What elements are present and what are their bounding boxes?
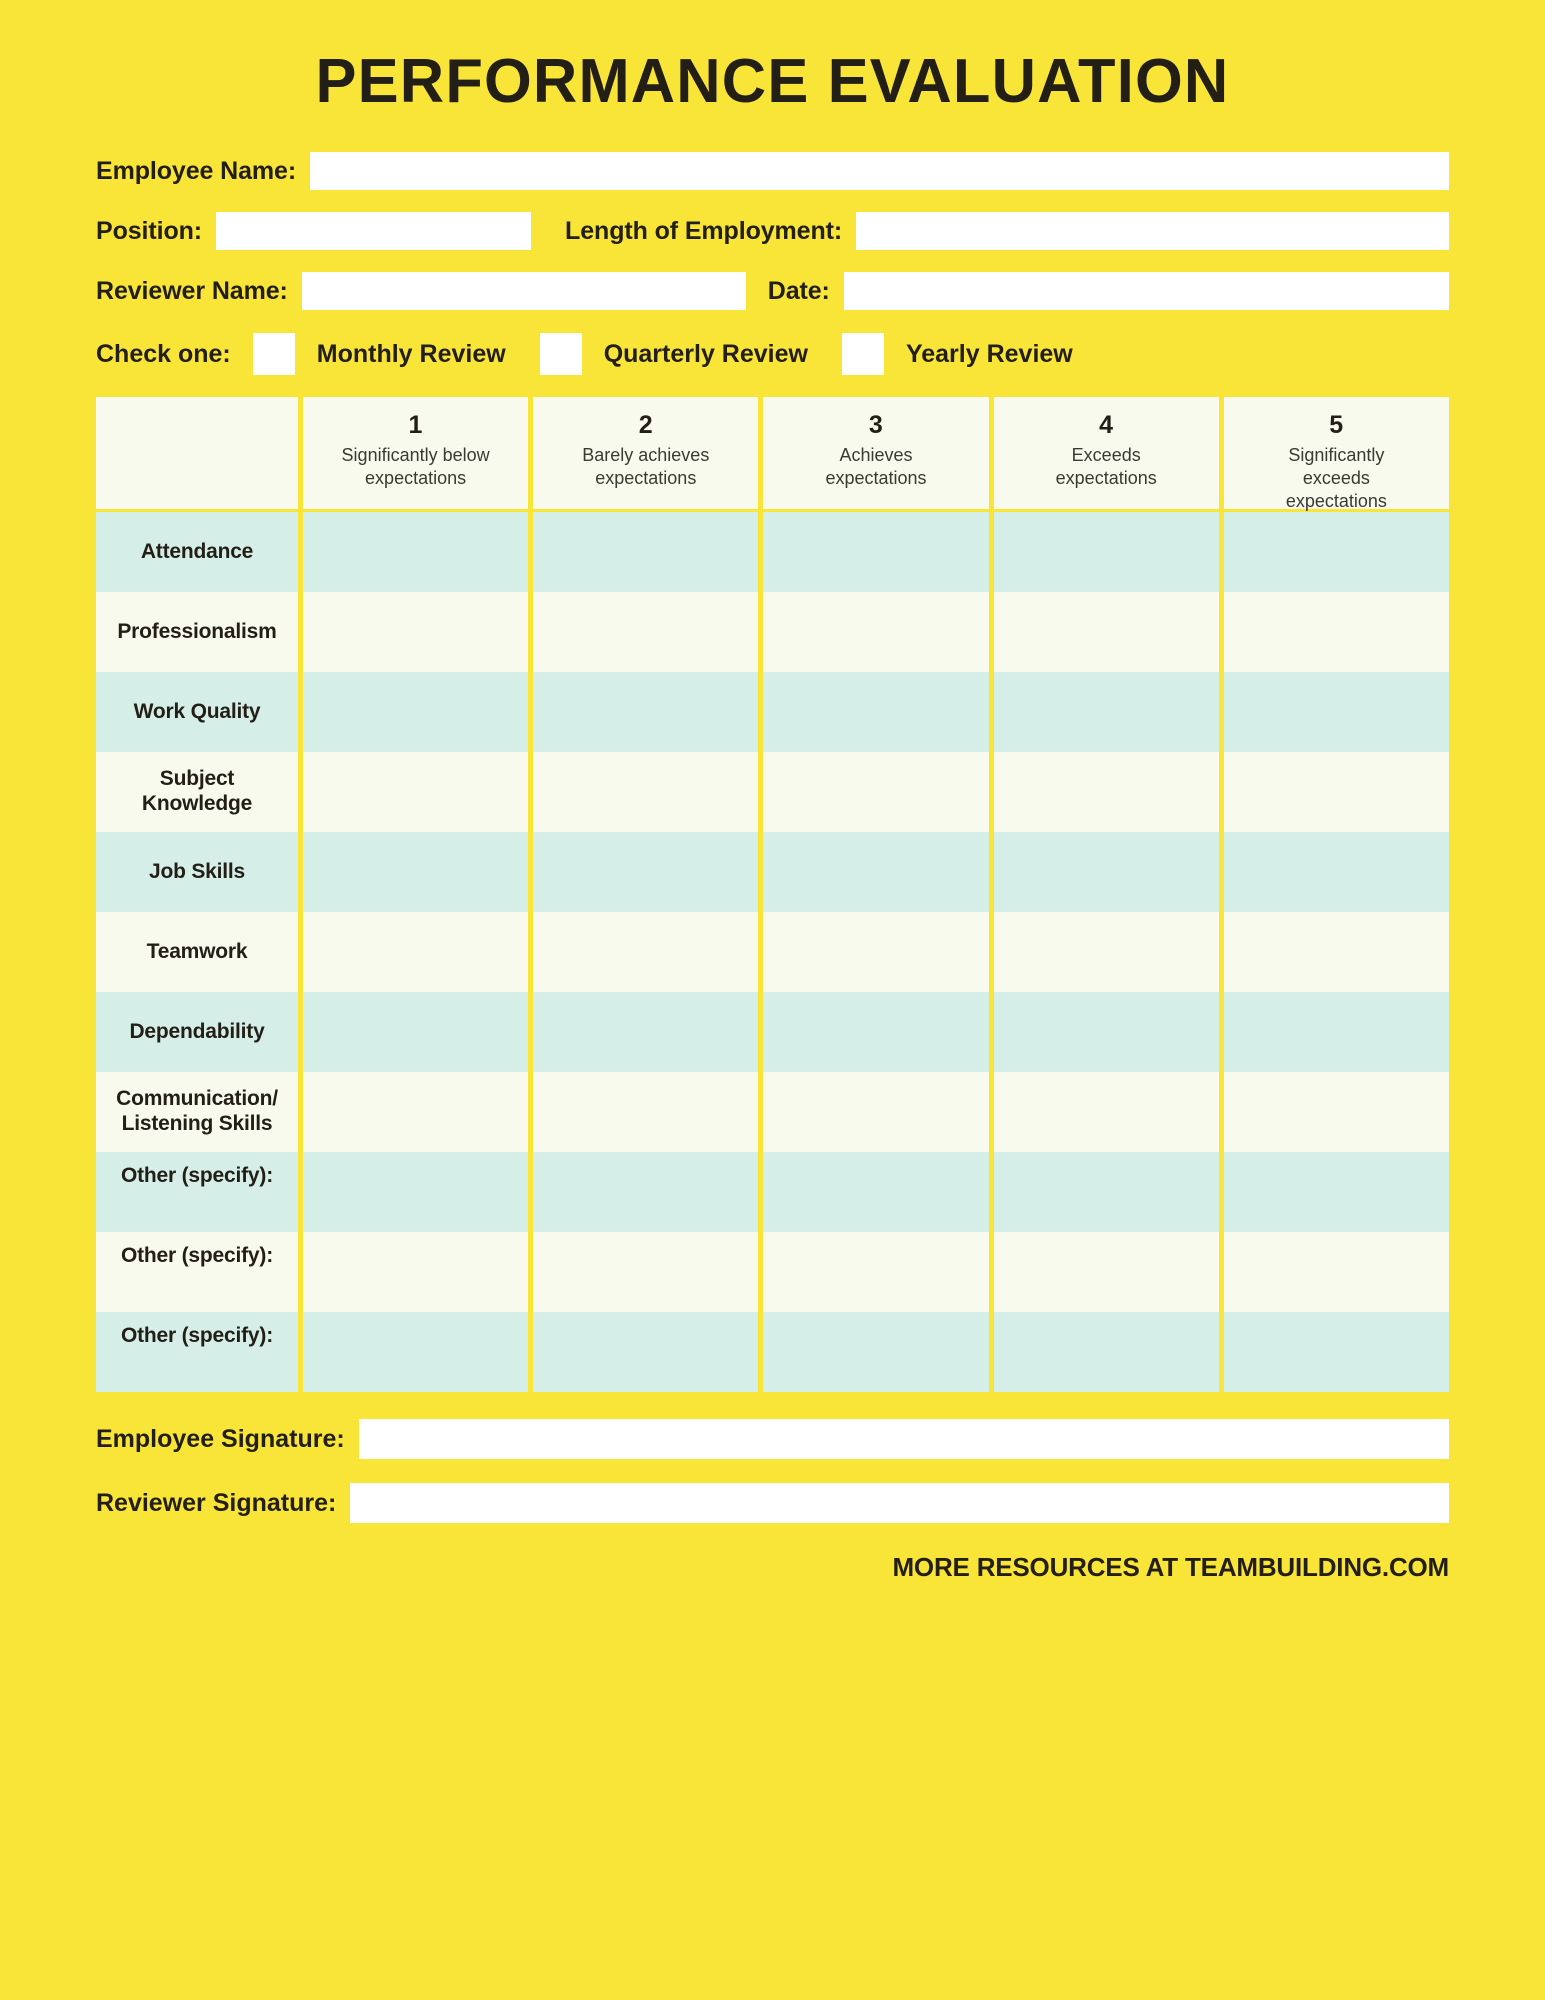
- rating-cell[interactable]: [1224, 832, 1449, 912]
- criteria-label: Dependability: [129, 1019, 265, 1043]
- rating-cell[interactable]: [303, 832, 528, 912]
- table-row: [96, 1072, 1449, 1152]
- rating-cell[interactable]: [303, 672, 528, 752]
- rating-cell[interactable]: [1224, 1152, 1449, 1232]
- criteria-label: Subject Knowledge: [141, 767, 253, 815]
- rating-header-1: [303, 397, 528, 509]
- rating-table: [96, 397, 1449, 1392]
- rating-cell[interactable]: [1224, 1072, 1449, 1152]
- rating-cell[interactable]: [994, 1312, 1219, 1392]
- criteria-label-cell: [96, 832, 298, 912]
- table-header-row: [96, 397, 1449, 509]
- rating-cell[interactable]: [994, 832, 1219, 912]
- employee-signature-row: [96, 1418, 1449, 1460]
- criteria-label: Other (specify):: [121, 1324, 273, 1347]
- rating-cell[interactable]: [533, 752, 758, 832]
- table-row: [96, 592, 1449, 672]
- date-label: Date:: [767, 276, 830, 305]
- rating-cell[interactable]: [533, 512, 758, 592]
- criteria-label: Communication/ Listening Skills: [116, 1087, 278, 1135]
- criteria-label-cell: [96, 592, 298, 672]
- position-input[interactable]: [216, 212, 531, 250]
- checkbox-monthly-review[interactable]: [253, 333, 295, 375]
- criteria-label-cell: [96, 992, 298, 1072]
- table-row: [96, 752, 1449, 832]
- length-of-employment-input[interactable]: [856, 212, 1449, 250]
- table-row: [96, 992, 1449, 1072]
- criteria-label-cell: [96, 752, 298, 832]
- table-row: [96, 912, 1449, 992]
- reviewer-date-row: [96, 271, 1449, 311]
- rating-cell[interactable]: [533, 1072, 758, 1152]
- rating-cell[interactable]: [763, 752, 988, 832]
- criteria-label: Professionalism: [117, 619, 277, 643]
- rating-cell[interactable]: [1224, 592, 1449, 672]
- reviewer-signature-input[interactable]: [350, 1483, 1449, 1523]
- rating-cell[interactable]: [303, 992, 528, 1072]
- signatures-section: [0, 1392, 1545, 1524]
- rating-cell[interactable]: [1224, 1312, 1449, 1392]
- criteria-label: Other (specify):: [121, 1244, 273, 1267]
- criteria-label: Attendance: [140, 539, 254, 563]
- reviewer-signature-row: [96, 1482, 1449, 1524]
- rating-cell[interactable]: [763, 1152, 988, 1232]
- rating-cell[interactable]: [994, 912, 1219, 992]
- table-row: [96, 1312, 1449, 1392]
- rating-cell[interactable]: [303, 1232, 528, 1312]
- rating-cell[interactable]: [303, 1072, 528, 1152]
- rating-cell[interactable]: [303, 592, 528, 672]
- criteria-label: Work Quality: [133, 699, 261, 723]
- employee-name-row: [96, 151, 1449, 191]
- criteria-label-cell: [96, 1312, 298, 1392]
- rating-cell[interactable]: [303, 752, 528, 832]
- rating-cell[interactable]: [1224, 912, 1449, 992]
- table-row: [96, 832, 1449, 912]
- footer-credit: MORE RESOURCES AT TEAMBUILDING.COM: [892, 1552, 1449, 1582]
- rating-description-3: Achieves expectations: [825, 444, 927, 488]
- criteria-label: Other (specify):: [121, 1164, 273, 1187]
- employee-name-input[interactable]: [310, 152, 1449, 190]
- date-input[interactable]: [844, 272, 1449, 310]
- rating-cell[interactable]: [763, 592, 988, 672]
- rating-header-4: [994, 397, 1219, 509]
- table-row: [96, 672, 1449, 752]
- check-one-label: Check one:: [96, 339, 231, 368]
- label-monthly-review: Monthly Review: [316, 339, 506, 368]
- rating-cell[interactable]: [1224, 992, 1449, 1072]
- rating-header-2: [533, 397, 758, 509]
- rating-cell[interactable]: [1224, 1232, 1449, 1312]
- rating-description-2: Barely achieves expectations: [582, 444, 710, 488]
- criteria-label: Job Skills: [148, 859, 246, 883]
- rating-header-5: [1224, 397, 1449, 509]
- criteria-label-cell: [96, 1152, 298, 1232]
- rating-cell[interactable]: [994, 672, 1219, 752]
- reviewer-name-input[interactable]: [302, 272, 746, 310]
- reviewer-name-label: Reviewer Name:: [96, 276, 288, 305]
- employee-name-label: Employee Name:: [96, 156, 297, 185]
- table-row: [96, 1232, 1449, 1312]
- rating-cell[interactable]: [533, 992, 758, 1072]
- criteria-label-cell: [96, 672, 298, 752]
- rating-cell[interactable]: [994, 1152, 1219, 1232]
- table-row: [96, 1152, 1449, 1232]
- rating-number-1: 1: [408, 411, 423, 439]
- rating-number-3: 3: [868, 411, 884, 439]
- rating-cell[interactable]: [1224, 512, 1449, 592]
- rating-cell[interactable]: [994, 1232, 1219, 1312]
- form-fields: [0, 117, 1545, 375]
- rating-cell[interactable]: [763, 672, 988, 752]
- label-yearly-review: Yearly Review: [905, 339, 1073, 368]
- rating-description-4: Exceeds expectations: [1055, 444, 1157, 488]
- rating-cell[interactable]: [763, 992, 988, 1072]
- rating-cell[interactable]: [303, 1312, 528, 1392]
- rating-cell[interactable]: [994, 752, 1219, 832]
- rating-cell[interactable]: [533, 672, 758, 752]
- rating-cell[interactable]: [1224, 672, 1449, 752]
- criteria-label-cell: [96, 512, 298, 592]
- rating-cell[interactable]: [763, 832, 988, 912]
- rating-description-1: Significantly below expectations: [341, 444, 490, 488]
- rating-cell[interactable]: [533, 1232, 758, 1312]
- rating-cell[interactable]: [303, 912, 528, 992]
- rating-cell[interactable]: [994, 992, 1219, 1072]
- criteria-label-cell: [96, 1072, 298, 1152]
- rating-cell[interactable]: [533, 832, 758, 912]
- employee-signature-label: Employee Signature:: [96, 1424, 345, 1453]
- rating-number-2: 2: [638, 411, 653, 439]
- rating-description-5: Significantly exceeds expectations: [1285, 444, 1387, 511]
- reviewer-signature-label: Reviewer Signature:: [96, 1488, 337, 1517]
- rating-cell[interactable]: [533, 1312, 758, 1392]
- position-label: Position:: [96, 216, 203, 245]
- rating-cell[interactable]: [533, 592, 758, 672]
- rating-header-3: [763, 397, 988, 509]
- checkbox-yearly-review[interactable]: [842, 333, 884, 375]
- rating-cell[interactable]: [763, 1312, 988, 1392]
- criteria-label-cell: [96, 1232, 298, 1312]
- rating-cell[interactable]: [533, 1152, 758, 1232]
- check-one-row: [96, 333, 1449, 375]
- rating-cell[interactable]: [763, 1072, 988, 1152]
- rating-cell[interactable]: [303, 1152, 528, 1232]
- rating-cell[interactable]: [1224, 752, 1449, 832]
- table-row: [96, 512, 1449, 592]
- rating-number-5: 5: [1329, 411, 1344, 439]
- rating-cell[interactable]: [303, 512, 528, 592]
- table-body: [96, 512, 1449, 1392]
- rating-cell[interactable]: [763, 1232, 988, 1312]
- rating-cell[interactable]: [763, 912, 988, 992]
- position-employment-row: [96, 211, 1449, 251]
- rating-cell[interactable]: [533, 912, 758, 992]
- employee-signature-input[interactable]: [359, 1419, 1449, 1459]
- checkbox-quarterly-review[interactable]: [540, 333, 582, 375]
- rating-cell[interactable]: [763, 512, 988, 592]
- criteria-label-cell: [96, 912, 298, 992]
- page-title: PERFORMANCE EVALUATION: [315, 47, 1230, 116]
- criteria-label: Teamwork: [146, 939, 248, 963]
- rating-cell[interactable]: [994, 1072, 1219, 1152]
- rating-cell[interactable]: [994, 512, 1219, 592]
- rating-number-4: 4: [1099, 411, 1114, 439]
- length-of-employment-label: Length of Employment:: [565, 216, 843, 245]
- label-quarterly-review: Quarterly Review: [603, 339, 808, 368]
- table-corner-cell: [96, 397, 298, 509]
- rating-cell[interactable]: [994, 592, 1219, 672]
